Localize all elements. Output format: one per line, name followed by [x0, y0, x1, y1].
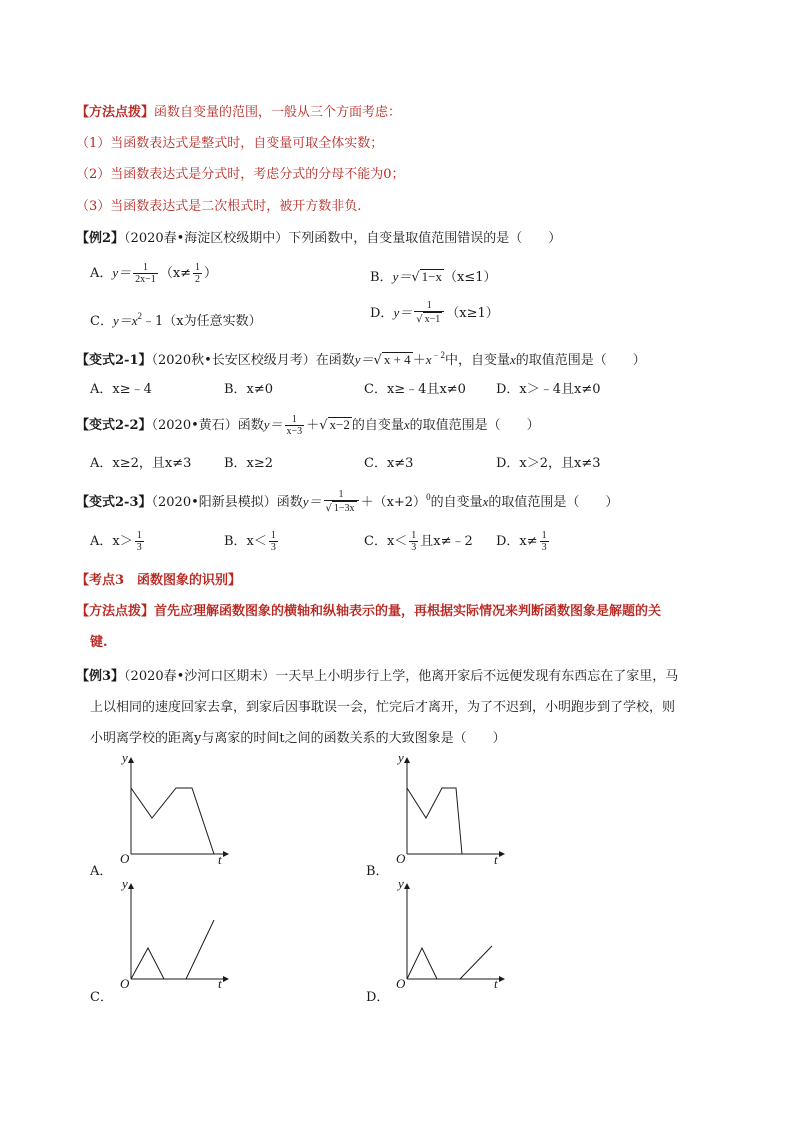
fraction: $\frac{1}{3}$: [136, 530, 142, 553]
method-tip-2-tag: 【方法点拨】: [76, 604, 155, 619]
method-tip-point-1: （1）当函数表达式是整式时，自变量可取全体实数；: [76, 136, 384, 151]
variant-2-1-option-b[interactable]: B．x≠0: [224, 382, 274, 397]
variant-2-1-tag: 【变式2-1】: [76, 353, 152, 368]
fraction: $\frac{1}{2x-1}$: [135, 262, 156, 285]
example-2-option-c[interactable]: C．$y=x^2﹣1(x$为任意实数）: [90, 311, 262, 329]
radical-sign: √: [373, 353, 382, 368]
example-2-text: （2020春•海淀区校级期中）下列函数中，自变量取值范围错误的是（ ）: [124, 231, 562, 246]
fraction: $\frac{1}{3}$: [411, 530, 417, 553]
graph-option-b[interactable]: y t O: [386, 750, 516, 869]
fraction: $\frac{1}{3}$: [270, 530, 276, 553]
method-tip-2-text-cont: 键.: [90, 635, 108, 650]
graph-c-label: C．: [90, 990, 113, 1005]
fraction: $\frac{1}{x-3}$: [286, 414, 303, 437]
method-tip-point-3: （3）当函数表达式是二次根式时，被开方数非负.: [76, 199, 362, 214]
example-2-tag: 【例2】: [76, 231, 125, 246]
variant-2-3-option-c[interactable]: C．x＜ $\frac{1}{3}$ 且x≠﹣2: [364, 530, 473, 553]
method-tip-point-2: （2）当函数表达式是分式时，考虑分式的分母不能为0；: [76, 167, 405, 182]
graph-d-label: D．: [366, 990, 390, 1005]
graph-b-svg: [386, 750, 516, 865]
example-2-option-d[interactable]: D．y＝ $\frac{1}{√ x-1}$ （x≥1）: [370, 300, 499, 325]
variant-2-3-option-d[interactable]: D．x≠ $\frac{1}{3}$: [496, 530, 547, 553]
variant-2-2-stem: 【变式2-2】（2020•黄石）函数y＝ $\frac{1}{x-3}$ ＋√ x−2 的自变量x的取值范围是（ ）: [76, 414, 540, 437]
fraction: $\frac{1}{√ x-1}$: [414, 300, 444, 327]
variant-2-2-option-d[interactable]: D．x＞2，且x≠3: [496, 456, 601, 471]
graph-option-c[interactable]: y t O: [110, 876, 240, 995]
example-3-stem-3: 小明离学校的距离y与离家的时间t之间的函数关系的大致图象是（ ）: [90, 731, 506, 746]
variant-2-1-stem: 【变式2-1】（2020秋•长安区校级月考）在函数y＝√ $x + 4 +x^{﹣2}$中，自变量x的取值范围是（ ）: [76, 350, 646, 368]
graph-d-svg: [386, 876, 516, 991]
variant-2-1-option-d[interactable]: D．x＞﹣4且x≠0: [496, 382, 601, 397]
method-tip-2: [76, 603, 661, 621]
example-3-stem-1: 【例3】（2020春•沙河口区期末）一天早上小明步行上学，他离开家后不远便发现有东西忘在了家里，马: [76, 669, 679, 684]
variant-2-2-option-a[interactable]: A．x≥2，且x≠3: [90, 456, 192, 471]
variant-2-1-option-c[interactable]: C．x≥﹣4且x≠0: [364, 382, 466, 397]
radical-sign: √: [319, 418, 328, 433]
radical-sign: √: [411, 270, 420, 285]
example-2-option-b[interactable]: B．y＝√ 1−x （x≤1）: [370, 269, 497, 285]
fraction: $\frac{1}{√ 1-3x}$: [324, 489, 359, 516]
variant-2-3-tag: 【变式2-3】: [76, 495, 152, 510]
method-tip-intro: 函数自变量的范围，一般从三个方面考虑：: [154, 105, 402, 120]
variant-2-3-stem: 【变式2-3】（2020•阳新县模拟）函数y＝ $\frac{1}{√ 1-3x}$ $+(x+2)^0$的自变量x的取值范围是（ ）: [76, 489, 619, 514]
example-2-stem: [76, 230, 561, 248]
method-tip-2-text: 首先应理解函数图象的横轴和纵轴表示的量，再根据实际情况来判断函数图象是解题的关: [154, 604, 662, 619]
method-tip-tag: 【方法点拨】: [76, 105, 155, 120]
example-2-option-a[interactable]: A．y＝ $\frac{1}{2x-1}$ （x≠ $\frac{1}{2}$ ）: [90, 262, 218, 285]
variant-2-2-tag: 【变式2-2】: [76, 418, 152, 433]
fraction: $\frac{1}{2}$: [195, 262, 201, 285]
graph-option-d[interactable]: y t O: [386, 876, 516, 995]
graph-a-svg: [110, 750, 240, 865]
graph-option-a[interactable]: y t O: [110, 750, 240, 869]
variant-2-3-option-a[interactable]: A．x＞ $\frac{1}{3}$: [90, 530, 142, 553]
variant-2-2-option-c[interactable]: C．x≠3: [364, 456, 414, 471]
variant-2-2-option-b[interactable]: B．x≥2: [224, 456, 274, 471]
variant-2-1-option-a[interactable]: A．x≥﹣4: [90, 382, 152, 397]
method-tip-1: [76, 104, 401, 122]
graph-b-label: B．: [366, 864, 389, 879]
example-3-stem-2: 上以相同的速度回家去拿，到家后因事耽误一会，忙完后才离开，为了不迟到，小明跑步到了学校，则: [90, 700, 676, 715]
fraction: $\frac{1}{3}$: [541, 530, 547, 553]
graph-c-svg: [110, 876, 240, 991]
key-point-3-heading: 【考点3 函数图象的识别】: [76, 573, 242, 588]
variant-2-3-option-b[interactable]: B．x＜ $\frac{1}{3}$: [224, 530, 276, 553]
graph-a-label: A．: [90, 864, 113, 879]
example-3-tag: 【例3】: [76, 669, 125, 684]
